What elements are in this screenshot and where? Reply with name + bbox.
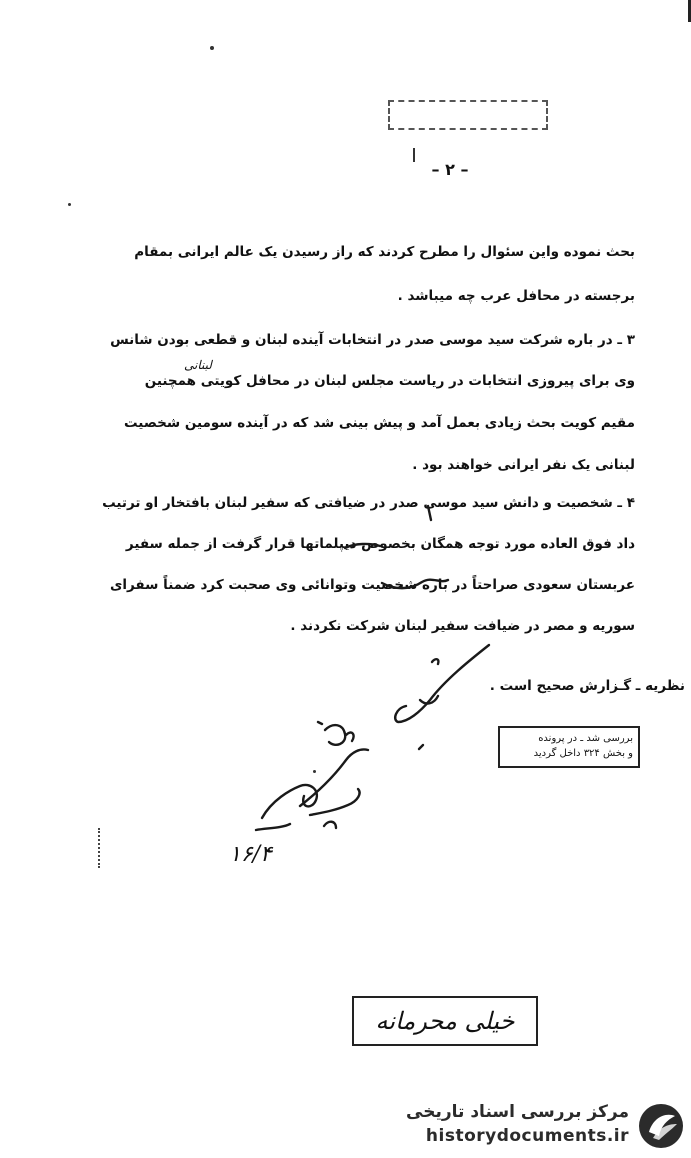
signature-stroke bbox=[324, 822, 336, 828]
signature-stroke bbox=[419, 745, 423, 749]
page-number: – ۲ – bbox=[431, 160, 469, 179]
body-line: بحث نموده واین سئوال را مطرح کردند که راز رسیدن یک عالم ایرانی بمقام bbox=[134, 244, 635, 260]
body-line: سوریه و مصر در ضیافت سفیر لبنان شرکت نکردند . bbox=[290, 618, 635, 634]
watermark-url: historydocuments.ir bbox=[425, 1126, 629, 1146]
body-line: عربستان سعودی صراحتاً در باره شخصیت وتوانائی وی صحبت کرد ضمناً سفرای bbox=[110, 577, 635, 593]
handwritten-number: ۱۶/۴ bbox=[229, 842, 272, 867]
underline-stroke bbox=[345, 544, 380, 548]
initials-stroke bbox=[318, 722, 322, 724]
initials-stroke bbox=[346, 733, 354, 741]
watermark-title: مرکز بررسی اسناد تاریخی bbox=[406, 1102, 629, 1122]
signature-stroke bbox=[395, 645, 489, 722]
routing-stamp-line: بررسی شد ـ در پرونده bbox=[538, 733, 633, 744]
margin-annotation: لبنانی bbox=[184, 358, 212, 372]
signature-stroke bbox=[256, 824, 290, 830]
signature-stroke bbox=[262, 785, 317, 818]
underline-stroke bbox=[382, 580, 448, 588]
conclusion-line: نظریه ـ گـزارش صحیح است . bbox=[489, 678, 685, 694]
check-stroke bbox=[428, 506, 431, 520]
classification-stamp: خیلی محرمانه bbox=[352, 996, 538, 1046]
body-line: ۴ ـ شخصیت و دانش سید موسی صدر در ضیافتی که سفیر لبنان بافتخار او ترتیب bbox=[102, 495, 635, 511]
body-line: ۳ ـ در باره شرکت سید موسی صدر در انتخابات آینده لبنان و قطعی بودن شانس bbox=[110, 332, 635, 348]
body-line: وی برای پیروزی انتخابات در ریاست مجلس لبنان در محافل کویتی همچنین bbox=[144, 373, 635, 389]
initials-stroke bbox=[325, 725, 345, 745]
margin-dashes bbox=[98, 828, 102, 868]
body-line: داد فوق العاده مورد توجه همگان بخصوص دیپلماتها قرار گرفت از جمله سفیر bbox=[125, 536, 635, 552]
archive-logo-icon bbox=[637, 1102, 685, 1150]
body-line: لبنانی یک نفر ایرانی خواهند بود . bbox=[412, 457, 635, 473]
signature-stroke bbox=[432, 659, 438, 664]
watermark bbox=[400, 1100, 685, 1150]
routing-stamp-line: و بخش ۳۲۴ داخل گردید bbox=[533, 748, 633, 759]
body-line: مقیم کویت بحث زیادی بعمل آمد و پیش بینی شد که در آینده سومین شخصیت bbox=[124, 415, 635, 431]
body-line: برجسته در محافل عرب چه میباشد . bbox=[397, 288, 635, 304]
